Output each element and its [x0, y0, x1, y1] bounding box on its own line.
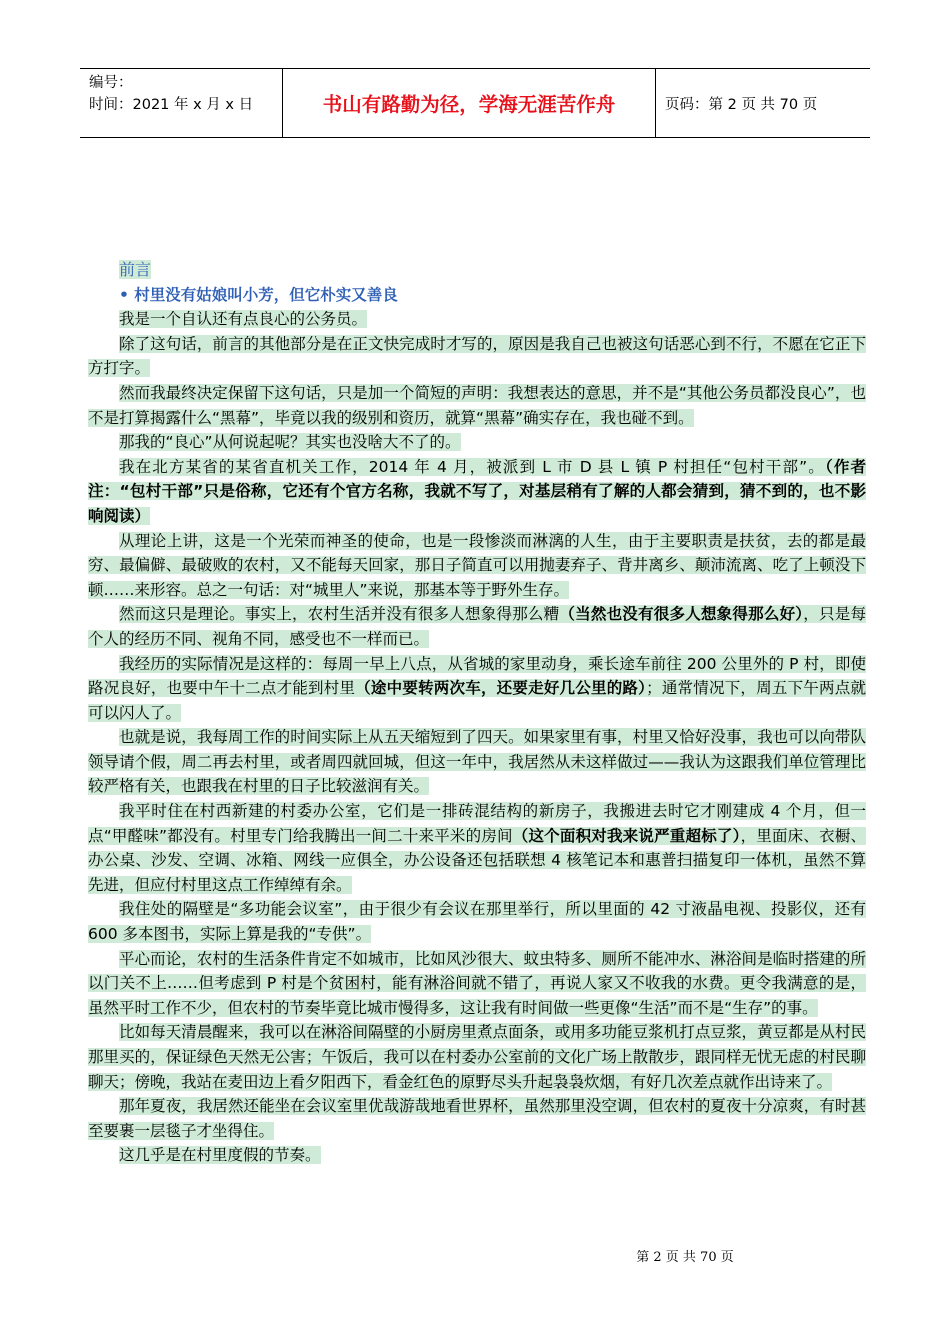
paragraph — [88, 381, 866, 430]
paragraph-segment: 从理论上讲，这是一个光荣而神圣的使命，也是一段惨淡而淋漓的人生，由于主要职责是扶贫，去的都是最穷、最偏僻、最破败的农村，又不能每天回家，那日子简直可以用抛妻弃子、背井离乡、颠沛流离、吃了上顿没下顿……来形容。总之一句话：对“城里人”来说，那基本等于野外生存。 — [88, 531, 866, 599]
header-number-label: 编号： — [89, 75, 133, 91]
paragraph-segment: 然而这只是理论。事实上，农村生活并没有很多人想象得那么糟 — [119, 605, 560, 624]
paragraph — [88, 652, 866, 726]
paragraph — [88, 799, 866, 897]
paragraph-segment: 除了这句话，前言的其他部分是在正文快完成时才写的，原因是我自己也被这句话恶心到不行，不愿在它正下方打字。 — [88, 334, 866, 378]
paragraph — [88, 1020, 866, 1094]
paragraph-segment: 我平时住在村西新建的村委办公室，它们是一排砖混结构的新房子，我搬进去时它才刚建成 4 个月，但一点“甲醛味”都没有。村里专门给我腾出一间二十来平米的房间 — [88, 802, 866, 845]
paragraph-bold-segment: （途中要转两次车，还要走好几公里的路） — [355, 679, 647, 698]
paragraph-bold-segment: （这个面积对我来说严重超标了） — [512, 826, 741, 845]
header-meta — [80, 69, 283, 137]
paragraph — [88, 897, 866, 946]
paragraph-segment: ，里面床、衣橱、办公桌、沙发、空调、冰箱、网线一应俱全，办公设备还包括联想 4 核笔记本和惠普扫描复印一体机，虽然不算先进，但应付村里这点工作绰绰有余。 — [88, 826, 866, 894]
header-time-label: 时间：2021 年 x 月 x 日 — [89, 97, 254, 113]
paragraph-segment: 我住处的隔壁是“多功能会议室”，由于很少有会议在那里举行，所以里面的 42 寸液晶电视、投影仪，还有 600 多本图书，实际上算是我的“专供”。 — [88, 900, 866, 944]
paragraph-segment: 我是一个自认还有点良心的公务员。 — [119, 310, 368, 329]
page-footer — [0, 1246, 950, 1265]
section-subtitle: • 村里没有姑娘叫小芳，但它朴实又善良 — [119, 285, 398, 304]
paragraph — [88, 1094, 866, 1143]
paragraph — [88, 332, 866, 381]
paragraph — [88, 1143, 866, 1168]
paragraph — [88, 947, 866, 1021]
section-title: 前言 — [119, 260, 152, 279]
paragraph-segment: 我在北方某省的某省直机关工作，2014 年 4 月，被派到 L 市 D 县 L 镇 P 村担任“包村干部”。 — [119, 457, 825, 476]
paragraph — [88, 602, 866, 651]
paragraph — [88, 430, 866, 455]
paragraph-segment: ，只是每个人的经历不同、视角不同，感受也不一样而已。 — [88, 605, 866, 648]
paragraph-segment: 我经历的实际情况是这样的：每周一早上八点，从省城的家里动身，乘长途车前往 200 公里外的 P 村，即使路况良好，也要中午十二点才能到村里 — [88, 654, 866, 698]
paragraph-segment: ；通常情况下，周五下午两点就可以闪人了。 — [88, 679, 866, 722]
paragraph-bold-segment: （当然也没有很多人想象得那么好） — [559, 605, 804, 624]
paragraph-segment: 那我的“良心”从何说起呢？其实也没啥大不了的。 — [119, 433, 461, 452]
paragraph-segment: 也就是说，我每周工作的时间实际上从五天缩短到了四天。如果家里有事，村里又恰好没事，我也可以向带队领导请个假，周二再去村里，或者周四就回城，但这一年中，我居然从未这样做过——我认为这跟我们单位管理比较严格有关，也跟我在村里的日子比较滋润有关。 — [88, 728, 866, 796]
paragraph-segment: 这几乎是在村里度假的节奏。 — [119, 1146, 321, 1165]
paragraph — [88, 455, 866, 529]
paragraph-bold-segment: （作者注：“包村干部”只是俗称，它还有个官方名称，我就不写了，对基层稍有了解的人都会猜到，猜不到的，也不影响阅读） — [88, 457, 866, 525]
header-page-info: 页码：第 2 页 共 70 页 — [665, 96, 818, 113]
paragraph-segment: 平心而论，农村的生活条件肯定不如城市，比如风沙很大、蚊虫特多、厕所不能冲水、淋浴间是临时搭建的所以门关不上……但考虑到 P 村是个贫困村，能有淋浴间就不错了，再说人家又不收我的水费。更令我满意的是，虽然平时工作不少，但农村的节奏毕竟比城市慢得多，这让我有时间做一些更像“生活”而不是“生存”的事。 — [88, 949, 866, 1017]
header-motto: 书山有路勤为径，学海无涯苦作舟 — [283, 69, 656, 137]
paragraph — [88, 307, 866, 332]
footer-page-number: 第 2 页 共 70 页 — [636, 1250, 734, 1265]
page-header — [80, 68, 870, 138]
paragraph-segment: 那年夏夜，我居然还能坐在会议室里优哉游哉地看世界杯，虽然那里没空调，但农村的夏夜十分凉爽，有时甚至要裹一层毯子才坐得住。 — [88, 1097, 866, 1140]
paragraph-segment: 比如每天清晨醒来，我可以在淋浴间隔壁的小厨房里煮点面条，或用多功能豆浆机打点豆浆，黄豆都是从村民那里买的，保证绿色天然无公害；午饭后，我可以在村委办公室前的文化广场上散散步，跟同样无忧无虑的村民聊聊天；傍晚，我站在麦田边上看夕阳西下，看金红色的原野尽头升起袅袅炊烟，有好几次差点就作出诗来了。 — [88, 1023, 866, 1091]
paragraph-list — [88, 307, 866, 1168]
paragraph-segment: 然而我最终决定保留下这句话，只是加一个简短的声明：我想表达的意思，并不是“其他公务员都没良心”，也不是打算揭露什么“黑幕”，毕竟以我的级别和资历，就算“黑幕”确实存在，我也碰不到。 — [88, 383, 866, 427]
document-body — [88, 258, 866, 1168]
paragraph — [88, 529, 866, 603]
paragraph — [88, 725, 866, 799]
